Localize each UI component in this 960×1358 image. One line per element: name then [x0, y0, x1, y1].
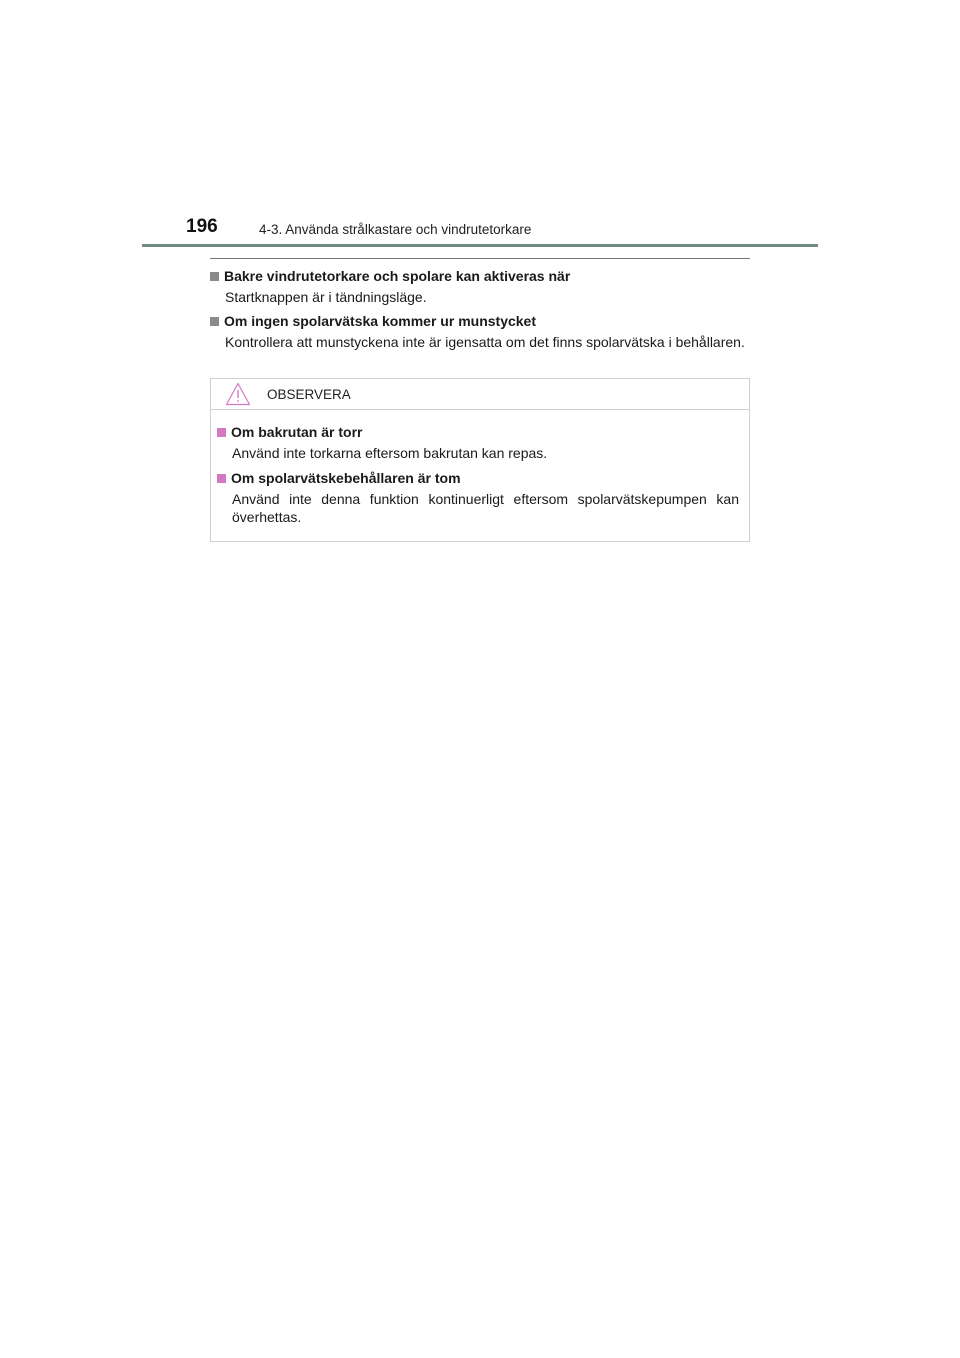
square-bullet-icon — [217, 474, 226, 483]
section-heading: Om ingen spolarvätska kommer ur munstycket — [224, 313, 536, 329]
page-number: 196 — [186, 216, 218, 237]
section-body: Kontrollera att munstyckena inte är igensatta om det finns spolarvätska i behållaren. — [225, 334, 745, 350]
notice-item — [217, 469, 739, 526]
chapter-title: 4-3. Använda strålkastare och vindrutetorkare — [259, 222, 532, 237]
notice-item-heading: Om bakrutan är torr — [231, 424, 363, 440]
notice-label: OBSERVERA — [267, 387, 351, 402]
notice-item-body: Använd inte denna funktion kontinuerligt eftersom spolarvätskepumpen kan överhettas. — [232, 491, 739, 525]
header-divider — [142, 244, 818, 247]
page-header — [142, 214, 818, 248]
notice-box — [210, 378, 750, 542]
section-heading: Bakre vindrutetorkare och spolare kan aktiveras när — [224, 268, 571, 284]
notice-item-body: Använd inte torkarna eftersom bakrutan kan repas. — [232, 445, 548, 461]
notice-header — [211, 379, 749, 410]
square-bullet-icon — [210, 272, 219, 281]
square-bullet-icon — [217, 428, 226, 437]
warning-triangle-icon — [225, 382, 251, 406]
notice-body — [211, 410, 749, 526]
main-content — [210, 258, 750, 357]
section-divider — [210, 258, 750, 259]
square-bullet-icon — [210, 317, 219, 326]
notice-item-heading: Om spolarvätskebehållaren är tom — [231, 470, 461, 486]
info-section — [210, 312, 750, 351]
notice-item — [217, 423, 739, 462]
info-section — [210, 267, 750, 306]
section-body: Startknappen är i tändningsläge. — [225, 289, 427, 305]
